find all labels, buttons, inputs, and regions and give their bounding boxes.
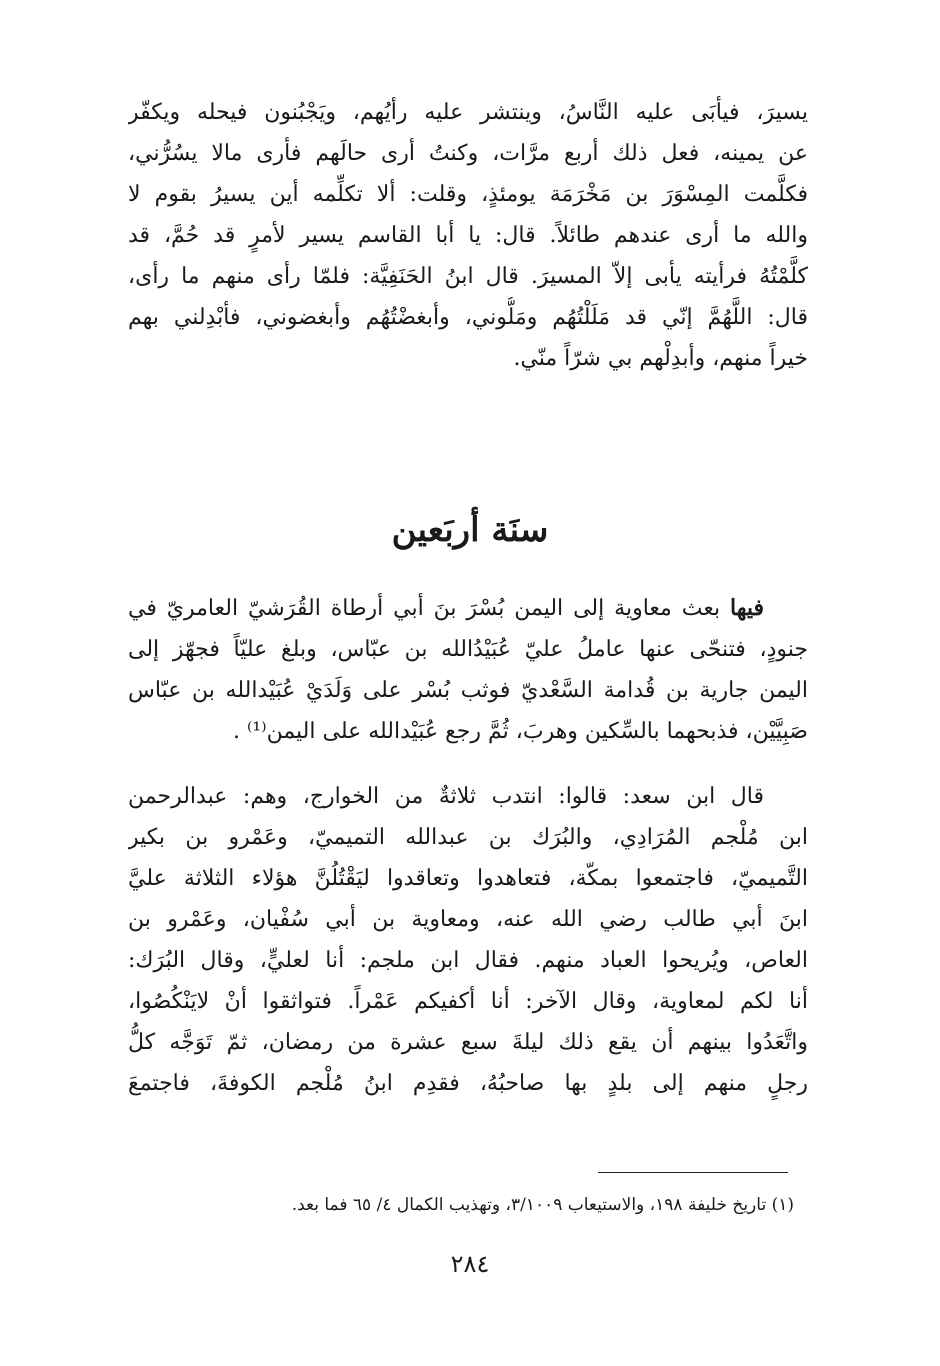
text-line: ابن مُلْجم المُرَادِي، والبُرَك بن عبدالله التميميّ، وعَمْرو بن بكير [128, 825, 808, 850]
text-line: خيراً منهم، وأبدِلْهم بي شرّاً منّي. [513, 346, 808, 371]
text-line: يسيرَ، فيأبَى عليه النَّاسُ، وينتشر عليه رأيُهم، ويَجْبُنون فيحله ويكفّر [128, 100, 808, 125]
paragraph-continuation [128, 92, 808, 379]
footnote: (١) تاريخ خليفة ١٩٨، والاستيعاب ٣/١٠٠٩، وتهذيب الكمال ٤/ ٦٥ فما بعد. [291, 1195, 794, 1215]
text-line: رجلٍ منهم إلى بلدٍ بها صاحبُهُ، فقدِم ابنُ مُلْجم الكوفةَ، فاجتمعَ [128, 1071, 808, 1096]
text-line: أنا لكم لمعاوية، وقال الآخر: أنا أكفيكم عَمْراً. فتواثقوا أنْ لايَنْكُصُوا، [128, 989, 808, 1014]
paragraph-ibn-saad [128, 776, 808, 1104]
text-line: والله ما أرى عندهم طائلاً. قال: يا أبا القاسم يسير لأمرٍ قد حُمَّ، قد [128, 223, 808, 248]
text-line: فكلَّمت المِسْوَرَ بن مَخْرَمَة يومئذٍ، وقلت: ألا تكلِّمه أين يسيرُ بقوم لا [128, 182, 808, 207]
text-line: قال: اللَّهُمَّ إنّي قد مَلَلْتُهُم ومَلُّوني، وأبغضْتُهُم وأبغضوني، فأبْدِلني بهم [128, 305, 808, 330]
line-rest: بعث معاوية إلى اليمن بُسْرَ بنَ أبي أرطاة القُرَشيّ العامريّ في [128, 596, 721, 621]
text-line: عن يمينه، فعل ذلك أربع مرَّات، وكنتُ أرى حالَهم فأرى مالا يسُرُّني، [128, 141, 808, 166]
lead-word: فيها [730, 595, 764, 621]
text-line: ابنَ أبي طالب رضي الله عنه، ومعاوية بن أبي سُفْيان، وعَمْرو بن [128, 907, 808, 932]
text-line: واتَّعَدُوا بينهم أن يقع ذلك ليلةَ سبع عشرة من رمضان، ثمّ تَوَجَّه كلُّ [128, 1030, 808, 1055]
text-line: اليمن جارية بن قُدامة السَّعْديّ فوثب بُسْر على وَلَدَيْ عُبَيْدالله بن عبّاس [128, 678, 808, 703]
text-line: التَّميميّ، فاجتمعوا بمكّة، فتعاهدوا وتعاقدوا ليَقْتُلُنَّ هؤلاء الثلاثة عليَّ [128, 866, 808, 891]
footnote-divider [598, 1172, 788, 1173]
text-line: العاص، ويُريحوا العباد منهم. فقال ابن ملجم: أنا لعليٍّ، وقال البُرَك: [128, 948, 808, 973]
text-line: صَبِيَّيْن، فذبحهما بالسِّكين وهربَ، ثُمَّ رجع عُبَيْدالله على اليمن⁽¹⁾ . [232, 719, 808, 744]
text-line: قال ابن سعد: قالوا: انتدب ثلاثةٌ من الخوارج، وهم: عبدالرحمن [128, 784, 764, 809]
section-heading: سنَة أربَعين [391, 510, 549, 550]
text-line [128, 588, 808, 629]
text-line: كلَّمْتُهُ فرأيته يأبى إلاّ المسيرَ. قال ابنُ الحَنَفِيَّة: فلمّا رأى منهم ما رأى، [128, 264, 808, 289]
paragraph-year-events [128, 588, 808, 752]
page-number: ٢٨٤ [450, 1250, 490, 1278]
text-line: جنودٍ، فتنحّى عنها عاملُ عليّ عُبَيْدُالله بن عبّاس، وبلغ عليّاً فجهّز إلى [128, 637, 808, 662]
